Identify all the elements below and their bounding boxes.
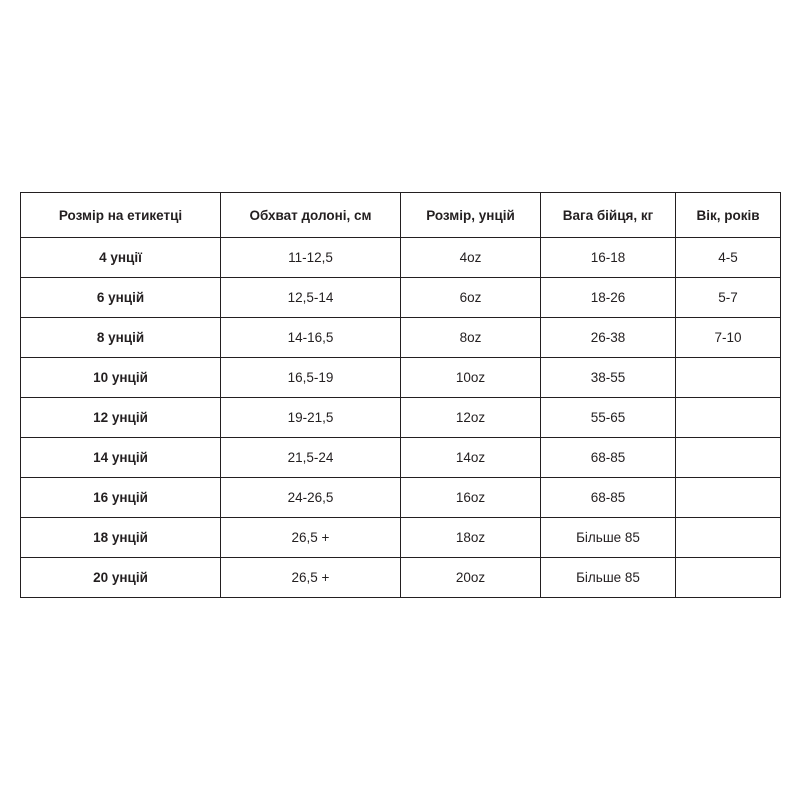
cell-label-size: 16 унцій	[21, 478, 221, 518]
table-row	[21, 558, 781, 598]
cell-label-size: 10 унцій	[21, 358, 221, 398]
column-header-fighter-weight: Вага бійця, кг	[541, 193, 676, 238]
table-header-row	[21, 193, 781, 238]
cell-fighter-weight: 18-26	[541, 278, 676, 318]
cell-palm-circumference: 19-21,5	[221, 398, 401, 438]
cell-label-size: 12 унцій	[21, 398, 221, 438]
cell-size-ounces: 16oz	[401, 478, 541, 518]
cell-palm-circumference: 24-26,5	[221, 478, 401, 518]
table-row	[21, 438, 781, 478]
cell-fighter-weight: 68-85	[541, 478, 676, 518]
table-body	[21, 238, 781, 598]
cell-age: 5-7	[676, 278, 781, 318]
cell-size-ounces: 6oz	[401, 278, 541, 318]
cell-label-size: 20 унцій	[21, 558, 221, 598]
cell-palm-circumference: 14-16,5	[221, 318, 401, 358]
size-chart-container	[20, 192, 780, 598]
cell-age: 4-5	[676, 238, 781, 278]
cell-palm-circumference: 21,5-24	[221, 438, 401, 478]
table-row	[21, 478, 781, 518]
table-row	[21, 318, 781, 358]
cell-size-ounces: 4oz	[401, 238, 541, 278]
cell-size-ounces: 14oz	[401, 438, 541, 478]
table-row	[21, 358, 781, 398]
cell-age	[676, 518, 781, 558]
cell-label-size: 6 унцій	[21, 278, 221, 318]
table-row	[21, 278, 781, 318]
cell-age	[676, 478, 781, 518]
table-row	[21, 518, 781, 558]
cell-fighter-weight: 38-55	[541, 358, 676, 398]
cell-palm-circumference: 12,5-14	[221, 278, 401, 318]
cell-label-size: 14 унцій	[21, 438, 221, 478]
cell-age	[676, 358, 781, 398]
cell-fighter-weight: 16-18	[541, 238, 676, 278]
cell-age	[676, 438, 781, 478]
cell-size-ounces: 8oz	[401, 318, 541, 358]
cell-palm-circumference: 16,5-19	[221, 358, 401, 398]
column-header-palm-circumference: Обхват долоні, см	[221, 193, 401, 238]
cell-size-ounces: 18oz	[401, 518, 541, 558]
cell-label-size: 8 унцій	[21, 318, 221, 358]
column-header-age: Вік, років	[676, 193, 781, 238]
cell-label-size: 4 унції	[21, 238, 221, 278]
cell-size-ounces: 20oz	[401, 558, 541, 598]
table-row	[21, 238, 781, 278]
column-header-label-size: Розмір на етикетці	[21, 193, 221, 238]
cell-fighter-weight: 68-85	[541, 438, 676, 478]
cell-palm-circumference: 26,5 +	[221, 558, 401, 598]
cell-fighter-weight: 26-38	[541, 318, 676, 358]
cell-age	[676, 558, 781, 598]
cell-palm-circumference: 26,5 +	[221, 518, 401, 558]
cell-palm-circumference: 11-12,5	[221, 238, 401, 278]
cell-fighter-weight: 55-65	[541, 398, 676, 438]
cell-fighter-weight: Більше 85	[541, 518, 676, 558]
column-header-size-ounces: Розмір, унцій	[401, 193, 541, 238]
cell-size-ounces: 10oz	[401, 358, 541, 398]
table-header	[21, 193, 781, 238]
table-row	[21, 398, 781, 438]
size-chart-table	[20, 192, 781, 598]
cell-fighter-weight: Більше 85	[541, 558, 676, 598]
cell-label-size: 18 унцій	[21, 518, 221, 558]
cell-size-ounces: 12oz	[401, 398, 541, 438]
cell-age	[676, 398, 781, 438]
cell-age: 7-10	[676, 318, 781, 358]
